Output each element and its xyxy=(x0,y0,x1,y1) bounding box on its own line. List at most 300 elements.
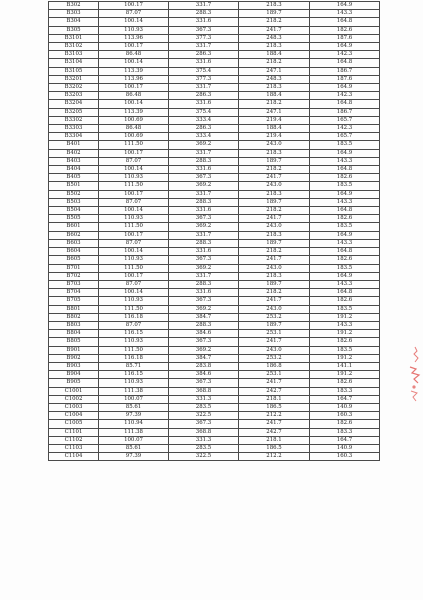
value-a-cell: 331.7 xyxy=(169,231,239,239)
value-c-cell: 164.8 xyxy=(310,207,380,215)
table-row xyxy=(49,198,380,206)
value-a-cell: 384.7 xyxy=(169,313,239,321)
area-cell: 86.48 xyxy=(99,125,169,133)
value-c-cell: 182.6 xyxy=(310,338,380,346)
area-cell: 113.39 xyxy=(99,67,169,75)
table-row xyxy=(49,362,380,370)
table-row xyxy=(49,412,380,420)
value-b-cell: 218.2 xyxy=(239,207,310,215)
unit-id-cell: B3204 xyxy=(49,100,99,108)
value-c-cell: 182.6 xyxy=(310,379,380,387)
unit-id-cell: B504 xyxy=(49,207,99,215)
area-cell: 111.50 xyxy=(99,223,169,231)
value-a-cell: 286.3 xyxy=(169,125,239,133)
area-cell: 110.93 xyxy=(99,215,169,223)
value-c-cell: 142.3 xyxy=(310,125,380,133)
area-cell: 87.07 xyxy=(99,198,169,206)
value-c-cell: 143.3 xyxy=(310,239,380,247)
unit-id-cell: B3302 xyxy=(49,116,99,124)
value-c-cell: 164.7 xyxy=(310,395,380,403)
table-row xyxy=(49,51,380,59)
area-cell: 100.14 xyxy=(99,18,169,26)
table-row xyxy=(49,379,380,387)
value-b-cell: 241.7 xyxy=(239,420,310,428)
unit-id-cell: B3101 xyxy=(49,34,99,42)
table-row xyxy=(49,444,380,452)
unit-id-cell: B903 xyxy=(49,362,99,370)
value-b-cell: 189.7 xyxy=(239,198,310,206)
unit-id-cell: B703 xyxy=(49,280,99,288)
value-c-cell: 164.9 xyxy=(310,231,380,239)
area-cell: 85.61 xyxy=(99,444,169,452)
table-row xyxy=(49,420,380,428)
area-cell: 113.39 xyxy=(99,108,169,116)
table-row xyxy=(49,297,380,305)
area-cell: 111.50 xyxy=(99,346,169,354)
value-a-cell: 283.5 xyxy=(169,444,239,452)
value-a-cell: 367.3 xyxy=(169,338,239,346)
value-c-cell: 186.7 xyxy=(310,108,380,116)
value-a-cell: 288.3 xyxy=(169,321,239,329)
table-row xyxy=(49,125,380,133)
value-b-cell: 218.3 xyxy=(239,272,310,280)
value-b-cell: 241.7 xyxy=(239,297,310,305)
value-c-cell: 183.5 xyxy=(310,182,380,190)
value-a-cell: 367.3 xyxy=(169,26,239,34)
value-b-cell: 218.2 xyxy=(239,18,310,26)
area-cell: 113.96 xyxy=(99,75,169,83)
unit-id-cell: C1101 xyxy=(49,428,99,436)
unit-id-cell: B802 xyxy=(49,313,99,321)
value-a-cell: 331.6 xyxy=(169,289,239,297)
value-a-cell: 322.5 xyxy=(169,453,239,461)
table-row xyxy=(49,18,380,26)
value-c-cell: 164.8 xyxy=(310,59,380,67)
value-a-cell: 286.3 xyxy=(169,92,239,100)
value-a-cell: 283.5 xyxy=(169,403,239,411)
unit-id-cell: C1004 xyxy=(49,412,99,420)
value-b-cell: 218.2 xyxy=(239,166,310,174)
value-c-cell: 164.8 xyxy=(310,18,380,26)
value-c-cell: 164.8 xyxy=(310,248,380,256)
value-a-cell: 283.8 xyxy=(169,362,239,370)
value-b-cell: 189.7 xyxy=(239,239,310,247)
value-a-cell: 333.4 xyxy=(169,133,239,141)
value-b-cell: 218.3 xyxy=(239,2,310,10)
table-row xyxy=(49,108,380,116)
value-b-cell: 189.7 xyxy=(239,10,310,18)
unit-id-cell: B3202 xyxy=(49,84,99,92)
unit-id-cell: B3102 xyxy=(49,43,99,51)
table-row xyxy=(49,346,380,354)
table-row xyxy=(49,26,380,34)
value-b-cell: 241.7 xyxy=(239,338,310,346)
unit-id-cell: B605 xyxy=(49,256,99,264)
value-a-cell: 288.3 xyxy=(169,239,239,247)
value-b-cell: 243.0 xyxy=(239,223,310,231)
unit-id-cell: C1002 xyxy=(49,395,99,403)
unit-id-cell: B704 xyxy=(49,289,99,297)
value-c-cell: 164.9 xyxy=(310,2,380,10)
value-a-cell: 368.8 xyxy=(169,387,239,395)
value-c-cell: 183.5 xyxy=(310,346,380,354)
value-a-cell: 288.3 xyxy=(169,198,239,206)
unit-id-cell: B603 xyxy=(49,239,99,247)
table-row xyxy=(49,133,380,141)
value-a-cell: 331.6 xyxy=(169,100,239,108)
area-cell: 110.93 xyxy=(99,256,169,264)
value-b-cell: 218.1 xyxy=(239,395,310,403)
value-b-cell: 242.7 xyxy=(239,428,310,436)
value-b-cell: 189.7 xyxy=(239,321,310,329)
area-cell: 100.14 xyxy=(99,207,169,215)
value-b-cell: 253.1 xyxy=(239,330,310,338)
value-b-cell: 253.2 xyxy=(239,313,310,321)
unit-id-cell: B3303 xyxy=(49,125,99,133)
table-row xyxy=(49,371,380,379)
table-row xyxy=(49,182,380,190)
area-cell: 100.17 xyxy=(99,149,169,157)
value-b-cell: 248.3 xyxy=(239,75,310,83)
unit-id-cell: B3203 xyxy=(49,92,99,100)
value-a-cell: 288.3 xyxy=(169,157,239,165)
value-b-cell: 218.3 xyxy=(239,149,310,157)
value-a-cell: 331.7 xyxy=(169,43,239,51)
value-c-cell: 164.9 xyxy=(310,43,380,51)
value-c-cell: 182.6 xyxy=(310,420,380,428)
area-cell: 111.50 xyxy=(99,264,169,272)
value-a-cell: 331.3 xyxy=(169,436,239,444)
value-c-cell: 142.3 xyxy=(310,92,380,100)
table-row xyxy=(49,321,380,329)
unit-id-cell: B801 xyxy=(49,305,99,313)
table-row xyxy=(49,280,380,288)
value-c-cell: 182.6 xyxy=(310,297,380,305)
value-a-cell: 288.3 xyxy=(169,280,239,288)
value-b-cell: 218.3 xyxy=(239,190,310,198)
unit-id-cell: C1103 xyxy=(49,444,99,452)
value-b-cell: 218.2 xyxy=(239,248,310,256)
value-c-cell: 191.2 xyxy=(310,354,380,362)
value-b-cell: 218.2 xyxy=(239,100,310,108)
value-c-cell: 183.5 xyxy=(310,223,380,231)
value-b-cell: 189.7 xyxy=(239,280,310,288)
table-row xyxy=(49,59,380,67)
value-a-cell: 369.2 xyxy=(169,141,239,149)
value-b-cell: 218.3 xyxy=(239,43,310,51)
table-row xyxy=(49,354,380,362)
red-stamp-mark xyxy=(406,345,422,403)
value-a-cell: 367.3 xyxy=(169,215,239,223)
value-c-cell: 143.3 xyxy=(310,157,380,165)
value-a-cell: 367.3 xyxy=(169,174,239,182)
value-a-cell: 331.6 xyxy=(169,166,239,174)
value-b-cell: 218.2 xyxy=(239,289,310,297)
value-c-cell: 164.9 xyxy=(310,149,380,157)
unit-id-cell: B401 xyxy=(49,141,99,149)
value-b-cell: 218.2 xyxy=(239,59,310,67)
unit-id-cell: B3104 xyxy=(49,59,99,67)
unit-id-cell: B302 xyxy=(49,2,99,10)
area-cell: 100.07 xyxy=(99,436,169,444)
unit-id-cell: B405 xyxy=(49,174,99,182)
table-row xyxy=(49,116,380,124)
unit-id-cell: B404 xyxy=(49,166,99,174)
unit-id-cell: B701 xyxy=(49,264,99,272)
value-c-cell: 140.9 xyxy=(310,403,380,411)
table-row xyxy=(49,43,380,51)
value-b-cell: 241.7 xyxy=(239,26,310,34)
unit-id-cell: C1001 xyxy=(49,387,99,395)
value-c-cell: 164.9 xyxy=(310,272,380,280)
area-cell: 100.14 xyxy=(99,289,169,297)
area-cell: 100.17 xyxy=(99,43,169,51)
value-c-cell: 183.5 xyxy=(310,264,380,272)
value-c-cell: 143.3 xyxy=(310,10,380,18)
value-a-cell: 286.3 xyxy=(169,51,239,59)
value-c-cell: 164.8 xyxy=(310,166,380,174)
table-row xyxy=(49,289,380,297)
table-row xyxy=(49,264,380,272)
value-a-cell: 375.4 xyxy=(169,67,239,75)
unit-id-cell: B3304 xyxy=(49,133,99,141)
value-c-cell: 164.8 xyxy=(310,100,380,108)
value-b-cell: 253.2 xyxy=(239,354,310,362)
area-cell: 111.50 xyxy=(99,141,169,149)
table-body xyxy=(49,2,380,461)
area-cell: 110.93 xyxy=(99,297,169,305)
value-b-cell: 243.0 xyxy=(239,182,310,190)
unit-id-cell: B705 xyxy=(49,297,99,305)
value-b-cell: 186.5 xyxy=(239,403,310,411)
value-a-cell: 331.6 xyxy=(169,248,239,256)
value-c-cell: 143.3 xyxy=(310,280,380,288)
area-cell: 100.14 xyxy=(99,100,169,108)
unit-id-cell: B3205 xyxy=(49,108,99,116)
area-cell: 116.18 xyxy=(99,354,169,362)
value-a-cell: 333.4 xyxy=(169,116,239,124)
unit-id-cell: B303 xyxy=(49,10,99,18)
area-cell: 85.61 xyxy=(99,403,169,411)
value-b-cell: 243.0 xyxy=(239,264,310,272)
unit-id-cell: B3201 xyxy=(49,75,99,83)
area-cell: 100.17 xyxy=(99,190,169,198)
value-c-cell: 182.6 xyxy=(310,26,380,34)
area-cell: 110.93 xyxy=(99,379,169,387)
area-cell: 87.07 xyxy=(99,239,169,247)
area-cell: 86.48 xyxy=(99,92,169,100)
unit-id-cell: B601 xyxy=(49,223,99,231)
area-cell: 116.15 xyxy=(99,371,169,379)
table-row xyxy=(49,34,380,42)
unit-id-cell: B901 xyxy=(49,346,99,354)
value-a-cell: 331.6 xyxy=(169,59,239,67)
value-c-cell: 141.1 xyxy=(310,362,380,370)
value-c-cell: 183.3 xyxy=(310,428,380,436)
value-a-cell: 367.3 xyxy=(169,379,239,387)
value-a-cell: 331.7 xyxy=(169,2,239,10)
area-cell: 111.38 xyxy=(99,428,169,436)
value-c-cell: 165.7 xyxy=(310,133,380,141)
area-cell: 111.38 xyxy=(99,387,169,395)
value-b-cell: 188.4 xyxy=(239,92,310,100)
value-b-cell: 253.1 xyxy=(239,371,310,379)
unit-id-cell: B502 xyxy=(49,190,99,198)
value-b-cell: 218.1 xyxy=(239,436,310,444)
area-cell: 86.48 xyxy=(99,51,169,59)
value-a-cell: 384.6 xyxy=(169,371,239,379)
value-c-cell: 182.6 xyxy=(310,174,380,182)
value-b-cell: 243.0 xyxy=(239,346,310,354)
table-row xyxy=(49,436,380,444)
value-b-cell: 219.4 xyxy=(239,133,310,141)
area-cell: 113.96 xyxy=(99,34,169,42)
table-row xyxy=(49,100,380,108)
table-row xyxy=(49,239,380,247)
value-b-cell: 243.0 xyxy=(239,141,310,149)
table-row xyxy=(49,215,380,223)
unit-id-cell: B403 xyxy=(49,157,99,165)
unit-id-cell: C1104 xyxy=(49,453,99,461)
value-a-cell: 367.3 xyxy=(169,297,239,305)
value-c-cell: 143.3 xyxy=(310,321,380,329)
table-row xyxy=(49,84,380,92)
table-row xyxy=(49,330,380,338)
value-a-cell: 369.2 xyxy=(169,182,239,190)
area-cell: 116.15 xyxy=(99,330,169,338)
table-row xyxy=(49,387,380,395)
table-row xyxy=(49,395,380,403)
value-a-cell: 331.7 xyxy=(169,149,239,157)
area-cell: 110.93 xyxy=(99,26,169,34)
value-b-cell: 241.7 xyxy=(239,256,310,264)
area-cell: 100.07 xyxy=(99,395,169,403)
value-b-cell: 188.4 xyxy=(239,51,310,59)
area-cell: 100.69 xyxy=(99,116,169,124)
table-row xyxy=(49,231,380,239)
unit-id-cell: B3105 xyxy=(49,67,99,75)
value-b-cell: 248.3 xyxy=(239,34,310,42)
value-c-cell: 182.6 xyxy=(310,256,380,264)
value-c-cell: 183.3 xyxy=(310,387,380,395)
table-row xyxy=(49,92,380,100)
table-row xyxy=(49,207,380,215)
unit-id-cell: B803 xyxy=(49,321,99,329)
unit-id-cell: B602 xyxy=(49,231,99,239)
area-cell: 110.94 xyxy=(99,420,169,428)
table-row xyxy=(49,157,380,165)
unit-id-cell: B505 xyxy=(49,215,99,223)
area-cell: 110.93 xyxy=(99,338,169,346)
value-b-cell: 186.8 xyxy=(239,362,310,370)
table-row xyxy=(49,67,380,75)
value-c-cell: 164.9 xyxy=(310,190,380,198)
value-a-cell: 288.3 xyxy=(169,10,239,18)
table-row xyxy=(49,403,380,411)
table-row xyxy=(49,174,380,182)
value-c-cell: 164.8 xyxy=(310,289,380,297)
value-c-cell: 191.2 xyxy=(310,313,380,321)
value-a-cell: 369.2 xyxy=(169,346,239,354)
area-cell: 100.17 xyxy=(99,231,169,239)
area-cell: 100.14 xyxy=(99,166,169,174)
area-cell: 85.71 xyxy=(99,362,169,370)
value-c-cell: 143.3 xyxy=(310,198,380,206)
unit-id-cell: B902 xyxy=(49,354,99,362)
value-a-cell: 369.2 xyxy=(169,223,239,231)
value-c-cell: 164.9 xyxy=(310,84,380,92)
table-row xyxy=(49,166,380,174)
value-c-cell: 191.2 xyxy=(310,371,380,379)
value-a-cell: 375.4 xyxy=(169,108,239,116)
area-cell: 100.17 xyxy=(99,2,169,10)
area-cell: 100.14 xyxy=(99,59,169,67)
value-b-cell: 186.5 xyxy=(239,444,310,452)
value-a-cell: 331.7 xyxy=(169,84,239,92)
value-b-cell: 188.4 xyxy=(239,125,310,133)
value-b-cell: 247.1 xyxy=(239,108,310,116)
value-c-cell: 186.7 xyxy=(310,67,380,75)
value-b-cell: 241.7 xyxy=(239,174,310,182)
unit-id-cell: B3103 xyxy=(49,51,99,59)
area-cell: 87.07 xyxy=(99,10,169,18)
unit-id-cell: C1003 xyxy=(49,403,99,411)
table-row xyxy=(49,190,380,198)
value-c-cell: 191.2 xyxy=(310,330,380,338)
table-row xyxy=(49,428,380,436)
unit-id-cell: B804 xyxy=(49,330,99,338)
value-b-cell: 247.1 xyxy=(239,67,310,75)
value-a-cell: 384.7 xyxy=(169,354,239,362)
unit-id-cell: B305 xyxy=(49,26,99,34)
table-row xyxy=(49,75,380,83)
value-b-cell: 219.4 xyxy=(239,116,310,124)
value-c-cell: 160.3 xyxy=(310,453,380,461)
value-a-cell: 368.8 xyxy=(169,428,239,436)
table-row xyxy=(49,248,380,256)
value-a-cell: 369.2 xyxy=(169,264,239,272)
value-c-cell: 142.3 xyxy=(310,51,380,59)
table-row xyxy=(49,338,380,346)
unit-id-cell: B501 xyxy=(49,182,99,190)
value-b-cell: 218.3 xyxy=(239,84,310,92)
value-b-cell: 212.2 xyxy=(239,412,310,420)
area-cell: 100.69 xyxy=(99,133,169,141)
value-a-cell: 384.6 xyxy=(169,330,239,338)
value-b-cell: 243.0 xyxy=(239,305,310,313)
unit-id-cell: B604 xyxy=(49,248,99,256)
unit-id-cell: B805 xyxy=(49,338,99,346)
table-row xyxy=(49,10,380,18)
unit-id-cell: C1005 xyxy=(49,420,99,428)
unit-id-cell: C1102 xyxy=(49,436,99,444)
unit-id-cell: B904 xyxy=(49,371,99,379)
area-cell: 100.17 xyxy=(99,84,169,92)
unit-id-cell: B503 xyxy=(49,198,99,206)
unit-id-cell: B402 xyxy=(49,149,99,157)
unit-id-cell: B702 xyxy=(49,272,99,280)
table-row xyxy=(49,272,380,280)
value-b-cell: 189.7 xyxy=(239,157,310,165)
table-row xyxy=(49,141,380,149)
value-a-cell: 331.6 xyxy=(169,207,239,215)
table-row xyxy=(49,313,380,321)
table-row xyxy=(49,256,380,264)
area-cell: 97.39 xyxy=(99,453,169,461)
area-cell: 100.17 xyxy=(99,272,169,280)
table-row xyxy=(49,2,380,10)
value-c-cell: 165.7 xyxy=(310,116,380,124)
